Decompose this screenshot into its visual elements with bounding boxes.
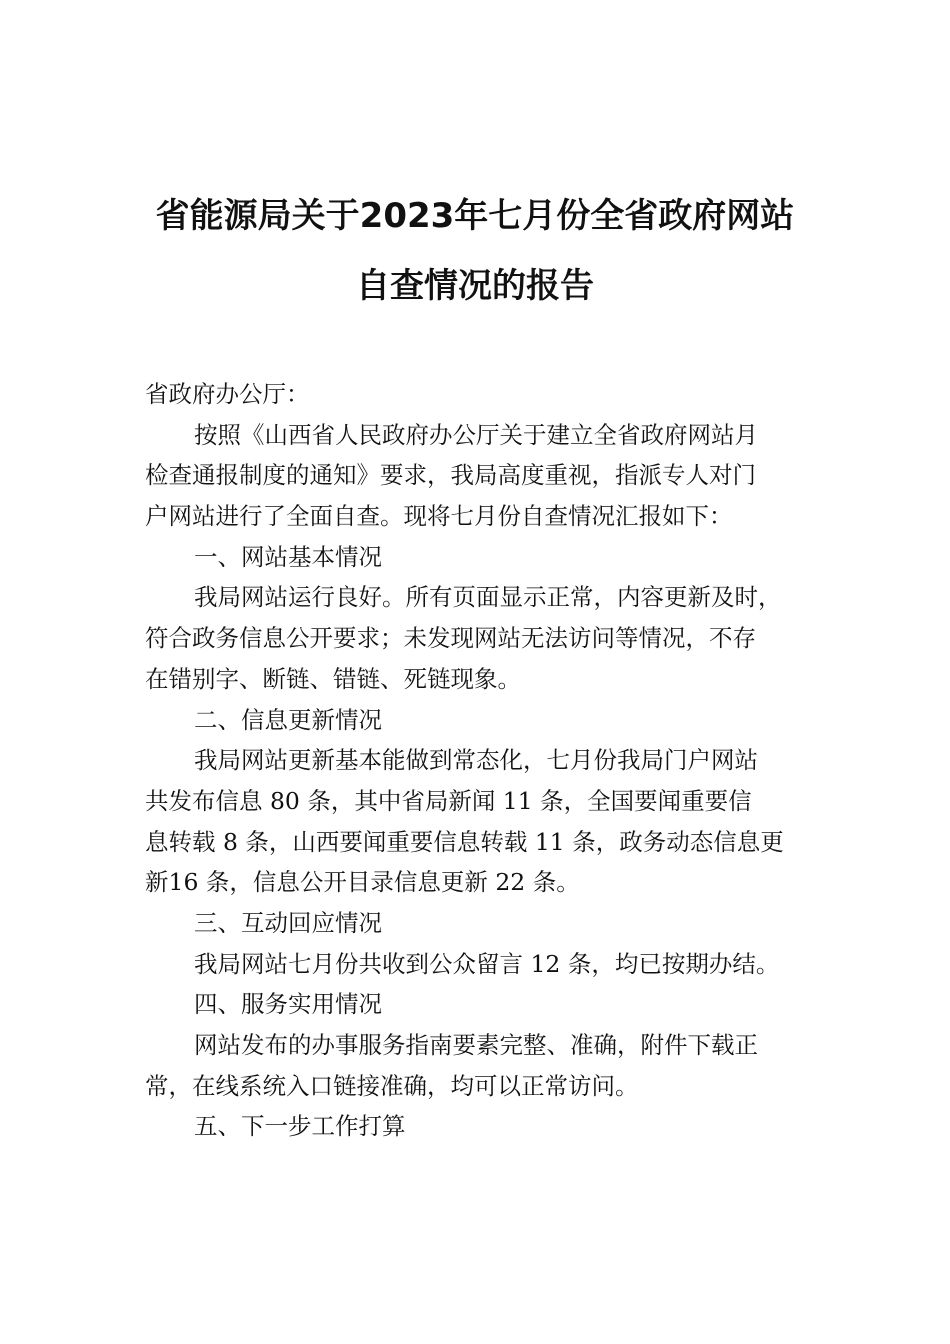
body-line: 我局网站更新基本能做到常态化，七月份我局门户网站 — [194, 746, 758, 775]
body-line: 新16 条，信息公开目录信息更新 22 条。 — [145, 868, 580, 897]
document-body — [145, 374, 810, 1147]
body-line: 常，在线系统入口链接准确，均可以正常访问。 — [145, 1071, 639, 1100]
body-line: 息转载 8 条，山西要闻重要信息转载 11 条，政务动态信息更 — [145, 827, 784, 856]
body-line: 三、互动回应情况 — [194, 908, 382, 937]
document-title-line-2: 自查情况的报告 — [356, 266, 594, 306]
body-line: 在错别字、断链、错链、死链现象。 — [145, 664, 521, 693]
body-line: 户网站进行了全面自查。现将七月份自查情况汇报如下： — [145, 502, 733, 531]
body-line: 共发布信息 80 条，其中省局新闻 11 条，全国要闻重要信 — [145, 786, 752, 815]
body-line: 网站发布的办事服务指南要素完整、准确，附件下载正 — [194, 1031, 758, 1059]
salutation: 省政府办公厅： — [145, 380, 310, 408]
body-line: 一、网站基本情况 — [194, 542, 382, 571]
body-line: 检查通报制度的通知》要求，我局高度重视，指派专人对门 — [145, 461, 756, 490]
body-line: 按照《山西省人民政府办公厅关于建立全省政府网站月 — [194, 420, 758, 449]
document-title-line-1: 省能源局关于2023年七月份全省政府网站 — [155, 196, 795, 236]
body-line: 四、服务实用情况 — [194, 990, 382, 1019]
body-line: 我局网站七月份共收到公众留言 12 条，均已按期办结。 — [194, 949, 780, 978]
body-line: 我局网站运行良好。所有页面显示正常，内容更新及时， — [194, 583, 782, 612]
body-line: 二、信息更新情况 — [194, 705, 382, 734]
body-line: 符合政务信息公开要求；未发现网站无法访问等情况，不存 — [145, 624, 756, 653]
body-line: 五、下一步工作打算 — [194, 1112, 406, 1141]
